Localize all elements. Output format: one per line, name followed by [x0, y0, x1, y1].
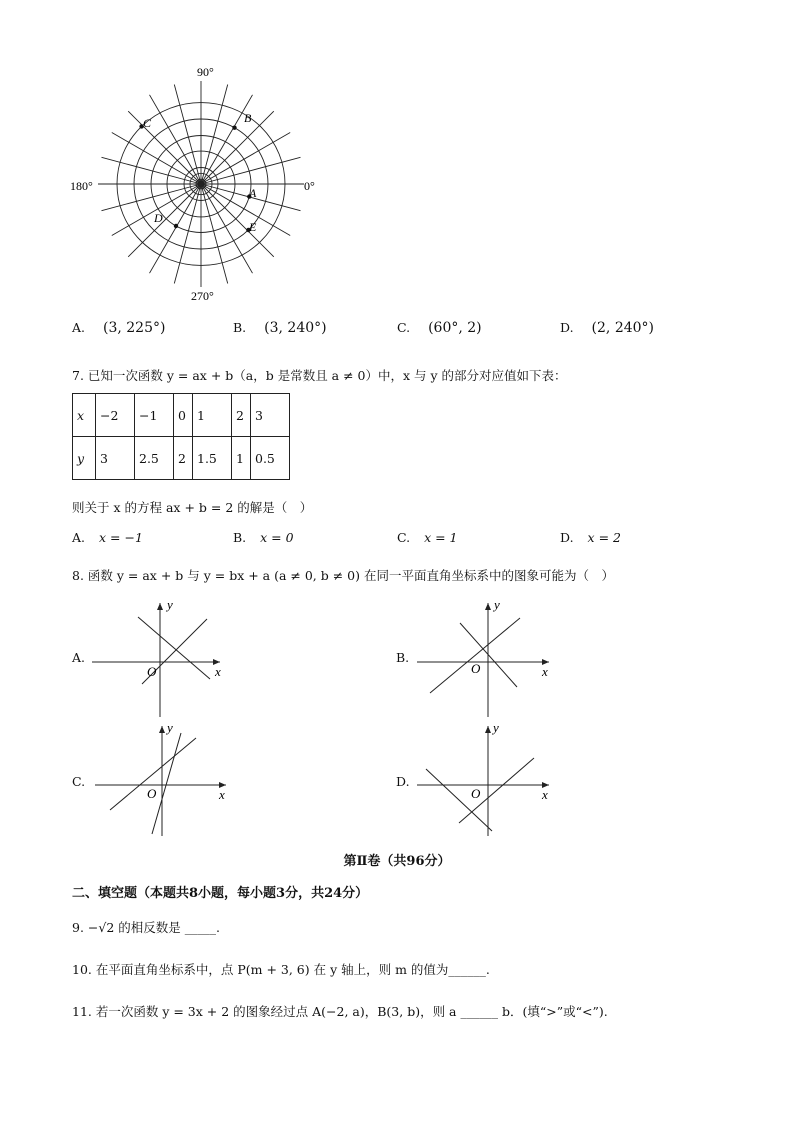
table-cell: 0.5	[251, 437, 290, 480]
q6-option-a[interactable]	[72, 320, 165, 336]
q8-graph-d[interactable]	[412, 718, 562, 838]
origin-label: O	[147, 786, 157, 801]
table-cell: 2	[232, 394, 251, 437]
polar-ray	[201, 184, 253, 273]
polar-grid-figure	[60, 60, 340, 310]
polar-ray	[174, 85, 201, 185]
point-label-A: A	[249, 186, 257, 200]
q8-option-c-letter[interactable]: C.	[72, 774, 86, 789]
origin-label: O	[471, 786, 481, 801]
option-text: (3, 225°)	[103, 320, 166, 336]
table-cell: 1	[232, 437, 251, 480]
q7-option-b[interactable]	[233, 530, 294, 545]
q7-option-c[interactable]	[397, 530, 458, 545]
option-text: x = 1	[424, 530, 458, 545]
point-label-E: E	[249, 220, 257, 234]
axis-label-x: x	[219, 787, 225, 802]
table-cell: 2	[174, 437, 193, 480]
polar-ray	[174, 184, 201, 284]
option-letter: A.	[72, 320, 86, 335]
q6-option-b[interactable]	[233, 320, 327, 336]
polar-grid-lines	[98, 81, 304, 287]
option-letter: B.	[233, 530, 247, 545]
q6-option-d[interactable]	[560, 320, 654, 336]
option-letter: C.	[397, 320, 411, 335]
origin-label: O	[471, 661, 481, 676]
option-text: (2, 240°)	[591, 320, 654, 336]
polar-ray	[201, 184, 228, 284]
q8-option-a-letter[interactable]: A.	[72, 650, 86, 665]
point-label-B: B	[244, 111, 252, 125]
point-label-D: D	[154, 211, 163, 225]
table-cell: −1	[135, 394, 174, 437]
q8-graph-c[interactable]	[90, 718, 235, 838]
polar-ray	[128, 111, 201, 184]
option-text: (3, 240°)	[264, 320, 327, 336]
label-0: 0°	[304, 179, 315, 193]
point-label-C: C	[143, 116, 152, 130]
q8-stem: 8. 函数 y = ax + b 与 y = bx + a (a ≠ 0, b ≠ 0) 在同一平面直角坐标系中的图象可能为（ ）	[72, 568, 614, 583]
table-cell: −2	[96, 394, 135, 437]
q10-text: 10. 在平面直角坐标系中，点 P(m + 3, 6) 在 y 轴上，则 m 的值为______.	[72, 962, 490, 977]
polar-ray	[112, 184, 201, 236]
axis-label-y: y	[493, 720, 499, 735]
q11-text: 11. 若一次函数 y = 3x + 2 的图象经过点 A(−2, a)，B(3, b)，则 a ______ b．(填“>”或“<”).	[72, 1004, 608, 1019]
polar-ray	[201, 95, 253, 184]
polar-ray	[201, 111, 274, 184]
point-D	[174, 224, 178, 228]
q8-option-d-letter[interactable]: D.	[396, 774, 410, 789]
polar-ray	[150, 184, 202, 273]
q7-option-d[interactable]	[560, 530, 621, 545]
table-cell: 0	[174, 394, 193, 437]
table-cell: 1.5	[193, 437, 232, 480]
table-row-y	[73, 437, 290, 480]
option-text: x = −1	[99, 530, 143, 545]
axis-label-y: y	[167, 597, 173, 612]
option-letter: B.	[233, 320, 247, 335]
axis-label-y: y	[167, 720, 173, 735]
option-text: x = 2	[587, 530, 621, 545]
section-title: 二、填空题（本题共8小题，每小题3分，共24分）	[72, 886, 369, 901]
polar-ray	[201, 133, 290, 185]
table-header-y: y	[73, 437, 96, 480]
label-90: 90°	[197, 65, 214, 79]
axis-label-x: x	[542, 664, 548, 679]
table-cell: 3	[251, 394, 290, 437]
volume-title: 第Ⅱ卷（共96分）	[343, 854, 451, 869]
polar-ray	[128, 184, 201, 257]
polar-ray	[150, 95, 202, 184]
q7-question: 则关于 x 的方程 ax + b = 2 的解是（ ）	[72, 500, 313, 515]
table-cell: 3	[96, 437, 135, 480]
q7-value-table	[72, 393, 290, 480]
polar-origin	[198, 181, 204, 187]
origin-label: O	[147, 664, 157, 679]
polar-ray	[201, 184, 274, 257]
option-text: x = 0	[260, 530, 294, 545]
option-letter: A.	[72, 530, 86, 545]
label-180: 180°	[70, 179, 93, 193]
q9-text: 9. −√2 的相反数是 _____.	[72, 920, 220, 935]
q7-stem: 7. 已知一次函数 y = ax + b（a，b 是常数且 a ≠ 0）中，x 与 y 的部分对应值如下表：	[72, 368, 567, 383]
label-270: 270°	[191, 289, 214, 303]
table-row-x	[73, 394, 290, 437]
axis-label-y: y	[494, 597, 500, 612]
q7-option-a[interactable]	[72, 530, 143, 545]
option-letter: C.	[397, 530, 411, 545]
option-letter: D.	[560, 530, 574, 545]
option-letter: D.	[560, 320, 574, 335]
axis-label-x: x	[215, 664, 221, 679]
axis-label-x: x	[542, 787, 548, 802]
q8-graph-b[interactable]	[412, 595, 562, 720]
q8-option-b-letter[interactable]: B.	[396, 650, 410, 665]
point-B	[232, 126, 236, 130]
q8-graph-a[interactable]	[90, 595, 235, 720]
polar-ray	[201, 85, 228, 185]
polar-ray	[201, 184, 290, 236]
table-cell: 1	[193, 394, 232, 437]
q6-option-c[interactable]	[397, 320, 482, 336]
polar-ray	[112, 133, 201, 185]
option-text: (60°, 2)	[428, 320, 482, 336]
table-cell: 2.5	[135, 437, 174, 480]
table-header-x: x	[73, 394, 96, 437]
